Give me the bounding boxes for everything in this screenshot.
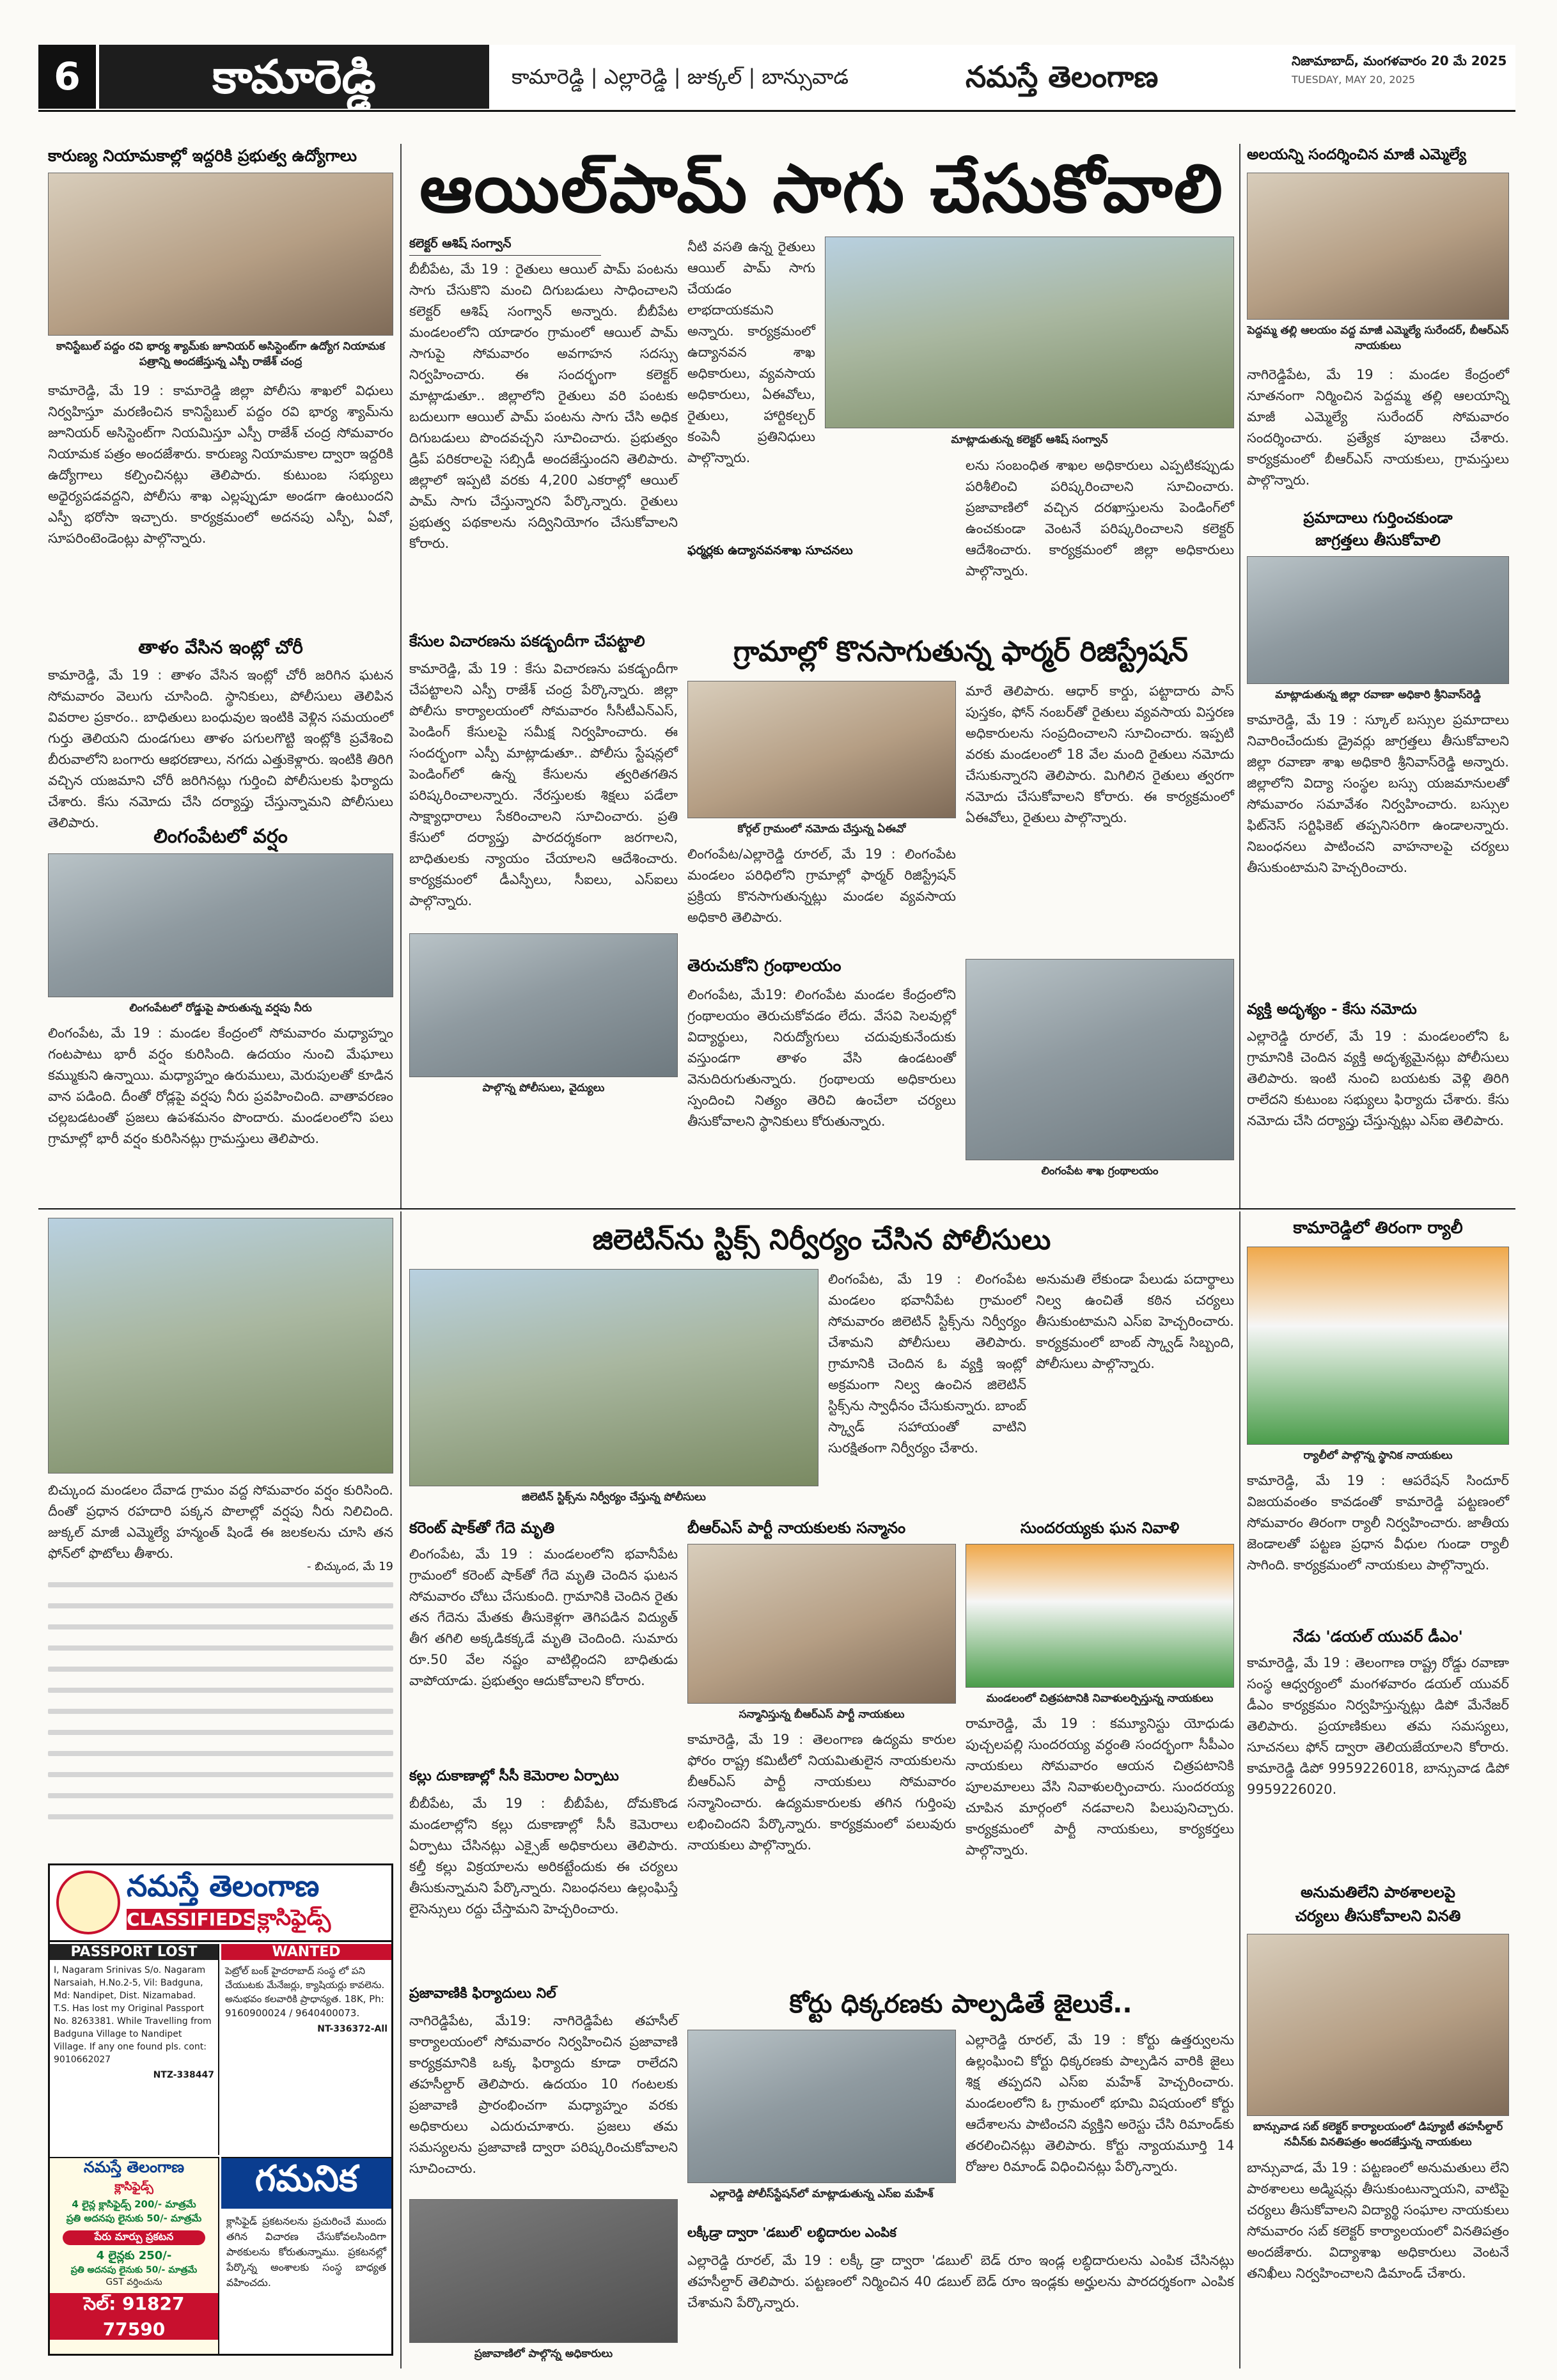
dateline (1292, 51, 1515, 102)
section-rule (38, 1208, 1515, 1209)
body-filler (48, 1582, 393, 1851)
headline-farmer-registry: గ్రామాల్లో కొనసాగుతున్న ఫార్మర్ రిజిస్ట్రేషన్ (733, 635, 1188, 668)
credit-field: - బిచ్కుంద, మే 19 (307, 1560, 393, 1573)
caption-library: లింగంపేట శాఖ గ్రంథాలయం (1041, 1165, 1159, 1178)
body-tribute: రామారెడ్డి, మే 19 : కమ్యూనిస్టు యోధుడు పుచ్చలపల్లి సుందరయ్య వర్ధంతి సందర్భంగా సీపీఎం నాయకులు సోమవారం ఆయన చిత్రపటానికి పూలమాలలు వేసి నివాళులర్పించారు. సుందరయ్య చూపిన మార్గంలో నడవాలని పిలుపునిచ్చారు. కార్యక్రమంలో పార్టీ నాయకులు, కార్యకర్తలు పాల్గొన్నారు. (966, 1716, 1234, 1858)
caption-brs: సన్మానిస్తున్న బీఆర్ఎస్ పార్టీ నాయకులు (739, 1708, 905, 1721)
headline-dial-your-dm: నేడు 'డయల్ యువర్ డీఎం' (1293, 1628, 1463, 1645)
headline-brs: బీఆర్ఎస్ పార్టీ నాయకులకు సన్మానం (687, 1519, 906, 1537)
photo-oilpalm (825, 237, 1234, 428)
column-rule (1239, 144, 1240, 1208)
classifieds-brand: నమస్తే తెలంగాణ (127, 1869, 320, 1903)
headline-tribute: సుందరయ్యకు ఘన నివాళి (1020, 1519, 1180, 1537)
headline-permission-b: చర్యలు తీసుకోవాలని వినతి (1295, 1907, 1461, 1925)
notice-ad (221, 2157, 391, 2354)
body-prajavani: నాగిరెడ్డిపేట, మే19: నాగిరెడ్డిపేట తహసీల్ కార్యాలయంలో సోమవారం నిర్వహించిన ప్రజావాణి కార్యక్రమానికి ఒక్క ఫిర్యాదు కూడా రాలేదని తహసీల్దార్ తెలిపారు. ఉదయం 10 గంటలకు ప్రజావాణి ప్రారంభించగా మధ్యాహ్నం వరకు అధికారులు ఎదురుచూశారు. ప్రజలు తమ సమస్యలను ప్రజావాణి ద్వారా పరిష్కరించుకోవాలని సూచించారు. (409, 2013, 678, 2176)
text-line (48, 1667, 393, 1672)
wanted-body: పెట్రోల్ బంక్ హైదరాబాద్ సంస్థ లో పని చేయుటకు మేనేజర్లు, క్యాషియర్లు కావలెను. అనుభవం కలవారికి ప్రాధాన్యత. 18K, Ph: 9160900024 / 9640400073. (225, 1965, 385, 2019)
photo-tiranga (1247, 1247, 1509, 1445)
photo-permission (1247, 1934, 1509, 2116)
body-gelatin-b: అనుమతి లేకుండా పేలుడు పదార్థాలు నిల్వ ఉంచితే కఠిన చర్యలు తీసుకుంటామని ఎస్ఐ హెచ్చరించారు. కార్యక్రమంలో బాంబ్ స్క్వాడ్ సిబ్బంది, పోలీసులు పాల్గొన్నారు. (1036, 1272, 1234, 1371)
body-brs: కామారెడ్డి, మే 19 : తెలంగాణ ఉద్యమ కారుల ఫోరం రాష్ట్ర కమిటీలో నియమితులైన నాయకులను బీఆర్ఎస్ పార్టీ నాయకులు సోమవారం సన్మానించారు. ఉద్యమకారులకు తగిన గుర్తింపు లభించిందని పేర్కొన్నారు. కార్యక్రమంలో పలువురు నాయకులు పాల్గొన్నారు. (687, 1732, 956, 1853)
text-line (48, 1730, 393, 1735)
body-farmer-registry-a: లింగంపేట/ఎల్లారెడ్డి రూరల్, మే 19 : లింగంపేట మండలం పరిధిలోని గ్రామాల్లో ఫార్మర్ రిజిస్ట్రేషన్ ప్రక్రియ కొనసాగుతున్నట్లు మండల వ్యవసాయ అధికారి తెలిపారు. (687, 846, 956, 925)
headline-tiranga: కామారెడ్డిలో తిరంగా ర్యాలీ (1293, 1218, 1463, 1238)
headline-cc-cameras: కల్లు దుకాణాల్లో సీసీ కెమెరాల ఏర్పాటు (409, 1768, 619, 1784)
column-rule (400, 144, 402, 1208)
text-line (48, 1688, 393, 1693)
photo-rain (48, 853, 393, 997)
caption-rain: లింగంపేటలో రోడ్డుపై పారుతున్న వర్షపు నీరు (129, 1002, 312, 1015)
photo-accidents (1247, 556, 1509, 684)
caption-gelatin: జిలెటిన్ స్టిక్స్‌ను నిర్వీర్యం చేస్తున్న పోలీసులు (522, 1491, 706, 1504)
promo-brand: నమస్తే తెలంగాణ (83, 2158, 185, 2176)
text-line (48, 1624, 393, 1629)
body-rain: లింగంపేట, మే 19 : మండల కేంద్రంలో సోమవారం మధ్యాహ్నం గంటపాటు భారీ వర్షం కురిసింది. ఉదయం నుంచి మేఘాలు కమ్ముకుని ఉన్నాయి. మధ్యాహ్నం ఉరుములు, మెరుపులతో కూడిన వాన పడింది. దీంతో రోడ్లపై వర్షపు నీరు ప్రవహించింది. వాతావరణం చల్లబడటంతో ప్రజలు ఉపశమనం పొందారు. మండలంలోని పలు గ్రామాల్లో భారీ వర్షం కురిసినట్లు గ్రామస్తులు తెలిపారు. (48, 1025, 393, 1146)
promo-phone: సెల్: 91827 77590 (50, 2293, 218, 2340)
headline-gelatin: జిలెటిన్‌ను స్టిక్స్ నిర్వీర్యం చేసిన పోలీసులు (592, 1224, 1051, 1256)
column-rule (1239, 1211, 1240, 2368)
subhead-oilpalm: ఫర్మర్లకు ఉద్యానవనశాఖ సూచనలు (687, 543, 853, 557)
photo-library (966, 959, 1234, 1160)
caption-tiranga: ర్యాలీలో పాల్గొన్న స్థానిక నాయకులు (1303, 1449, 1453, 1462)
photo-case-review (409, 933, 678, 1077)
caption-court: ఎల్లారెడ్డి పోలీస్‌స్టేషన్‌లో మాట్లాడుతున్న ఎస్ఐ మహేశ్ (710, 2188, 934, 2200)
date-telugu: నిజామాబాద్, మంగళవారం 20 మే 2025 (1292, 53, 1507, 68)
promo-gst: GST వర్తించును (106, 2277, 162, 2287)
caption-oilpalm: మాట్లాడుతున్న కలెక్టర్ ఆశిష్ సంగ్వాన్ (951, 433, 1108, 446)
edition-title: కామారెడ్డి (99, 45, 489, 109)
photo-visit (1247, 173, 1509, 320)
date-english: TUESDAY, MAY 20, 2025 (1292, 74, 1416, 86)
passport-ref: NTZ-338447 (153, 2070, 214, 2080)
body-theft: కామారెడ్డి, మే 19 : తాళం వేసిన ఇంట్లో చోరీ జరిగిన ఘటన సోమవారం వెలుగు చూసింది. స్థానికులు, పోలీసులు తెలిపిన వివరాల ప్రకారం.. బాధితులు బంధువుల ఇంటికి వెళ్లిన సమయంలో గుర్తు తెలియని దుండగులు తాళం పగులగొట్టి ఇంట్లోకి ప్రవేశించి బీరువాలోని బంగారు ఆభరణాలు, నగదు ఎత్తుకెళ్లారు. ఇంటికి తిరిగి వచ్చిన యజమాని చోరీ జరిగినట్లు గుర్తించి పోలీసులకు ఫిర్యాదు చేశారు. కేసు నమోదు చేసి దర్యాప్తు చేస్తున్నామని పోలీసులు తెలిపారు. (48, 667, 393, 830)
headline-court: కోర్టు ధిక్కరణకు పాల్పడితే జైలుకే.. (789, 1989, 1132, 2019)
headline-case-review: కేసుల విచారణను పకడ్బందీగా చేపట్టాలి (409, 632, 645, 650)
headline-oilpalm: ఆయిల్‌పామ్ సాగు చేసుకోవాలి (419, 149, 1224, 228)
headline-permission-a: అనుమతిలేని పాఠశాలలపై (1301, 1883, 1455, 1901)
text-line (48, 1751, 393, 1756)
byline-oilpalm: కలెక్టర్ ఆశిష్ సంగ్వాన్ (409, 237, 601, 256)
photo-farmer-registry (687, 681, 956, 818)
text-line (48, 1709, 393, 1714)
wanted-ad (221, 1944, 391, 2155)
passport-heading: PASSPORT LOST (50, 1944, 218, 1960)
body-karunya: కామారెడ్డి, మే 19 : కామారెడ్డి జిల్లా పోలీసు శాఖలో విధులు నిర్వహిస్తూ మరణించిన కానిస్టేబుల్ పద్దం రవి భార్య శ్యామ్‌ను జూనియర్ అసిస్టెంట్‌గా నియమిస్తూ ఎస్పీ రాజేశ్ చంద్ర సోమవారం నియామక పత్రం అందజేశారు. కారుణ్య నియామకాల ద్వారా ఇద్దరికి ఉద్యోగాలు కల్పించినట్లు తెలిపారు. కుటుంబ సభ్యులు అధైర్యపడవద్దని, పోలీసు శాఖ ఎల్లప్పుడూ అండగా ఉంటుందని ఎస్పీ భరోసా ఇచ్చారు. కార్యక్రమంలో అదనపు ఎస్పీ, ఏవో, సూపరింటెండెంట్లు పాల్గొన్నారు. (48, 383, 393, 546)
caption-case-review: పాల్గొన్న పోలీసులు, వైద్యులు (482, 1082, 605, 1094)
wanted-ref: NT-336372-All (317, 2024, 387, 2034)
text-line (48, 1814, 393, 1819)
promo-line3: ప్రతి అదనపు లైనుకు 50/- మాత్రమే (70, 2265, 198, 2275)
headline-library: తెరుచుకోని గ్రంథాలయం (687, 956, 841, 976)
body-farmer-registry-b: మారే తెలిపారు. ఆధార్ కార్డు, పట్టాదారు పాస్ పుస్తకం, ఫోన్ నంబర్‌తో రైతులు వ్యవసాయ విస్తరణ అధికారులను సంప్రదించాలని సూచించారు. ఇప్పటి వరకు మండలంలో 18 వేల మంది రైతులు నమోదు చేసుకున్నారని తెలిపారు. మిగిలిన రైతులు త్వరగా నమోదు చేసుకోవాలని కోరారు. ఈ కార్యక్రమంలో ఏఈవోలు, రైతులు పాల్గొన్నారు. (966, 683, 1234, 825)
headline-theft: తాళం వేసిన ఇంట్లో చోరీ (138, 637, 303, 658)
body-oilpalm-b: నీటి వసతి ఉన్న రైతులు ఆయిల్ పామ్ సాగు చేయడం లాభదాయకమని అన్నారు. కార్యక్రమంలో ఉద్యానవన శాఖ అధికారులు, వ్యవసాయ అధికారులు, ఏఈవోలు, రైతులు, హార్టికల్చర్ కంపెనీ ప్రతినిధులు పాల్గొన్నారు. (687, 239, 815, 465)
text-line (48, 1772, 393, 1777)
photo-gelatin (409, 1269, 818, 1486)
headline-accidents-a: ప్రమాదాలు గుర్తించకుండా (1303, 509, 1453, 527)
caption-prajavani: ప్రజావాణిలో పాల్గొన్న అధికారులు (474, 2347, 613, 2360)
promo-line1: 4 లైన్ల క్లాసిఫైడ్స్ 200/- మాత్రమే (72, 2198, 196, 2210)
classifieds-header (50, 1865, 391, 1942)
headline-rain: లింగంపేటలో వర్షం (153, 825, 288, 848)
text-line (48, 1582, 393, 1587)
promo-line2: ప్రతి అదనపు లైనుకు 50/- మాత్రమే (66, 2213, 202, 2224)
body-accidents: కామారెడ్డి, మే 19 : స్కూల్ బస్సుల ప్రమాదాలు నివారించేందుకు డ్రైవర్లు జాగ్రత్తలు తీసుకోవాలని జిల్లా రవాణా శాఖ అధికారి శ్రీనివాస్‌రెడ్డి అన్నారు. జిల్లాలోని విద్యా సంస్థల బస్సు యజమానులతో సోమవారం సమావేశం నిర్వహించారు. బస్సుల ఫిట్‌నెస్ సర్టిఫికెట్ తప్పనిసరిగా ఉండాలన్నారు. నిబంధనలు పాటించని వాహనాలపై చర్యలు తీసుకుంటామని హెచ్చరించారు. (1247, 712, 1509, 875)
passport-body: I, Nagaram Srinivas S/o. Nagaram Narsaiah, H.No.2-5, Vil: Badguna, Md: Nandipet, Dist. Nizamabad. T.S. Has lost my Original Passport No. 8263381. While Travelling from Badguna Village to Nandipet Village. If any one found pls. cont: 9010662027 (54, 1965, 212, 2065)
body-cc-cameras: బీబీపేట, మే 19 : బీబీపేట, దోమకొండ మండలాల్లోని కల్లు దుకాణాల్లో సీసీ కెమెరాలు ఏర్పాటు చేసినట్లు ఎక్సైజ్ అధికారులు తెలిపారు. కల్తీ కల్లు విక్రయాలను అరికట్టేందుకు ఈ చర్యలు తీసుకున్నామని పేర్కొన్నారు. నిబంధనలు ఉల్లంఘిస్తే లైసెన్సులు రద్దు చేస్తామని హెచ్చరించారు. (409, 1796, 678, 1917)
classifieds-title-en: CLASSIFIEDS (127, 1909, 256, 1930)
body-tiranga: కామారెడ్డి, మే 19 : ఆపరేషన్ సిందూర్ విజయవంతం కావడంతో కామారెడ్డి పట్టణంలో సోమవారం తిరంగా ర్యాలీ నిర్వహించారు. జాతీయ జెండాలతో పట్టణ ప్రధాన వీధుల గుండా ర్యాలీ సాగింది. కార్యక్రమంలో నాయకులు పాల్గొన్నారు. (1247, 1473, 1509, 1573)
passport-ad (50, 1944, 219, 2155)
classifieds-seal (56, 1871, 120, 1934)
body-oilpalm-c: లను సంబంధిత శాఖల అధికారులు ఎప్పటికప్పుడు పరిశీలించి పరిష్కరించాలని సూచించారు. ప్రజావాణిలో వచ్చిన దరఖాస్తులను పెండింగ్‌లో ఉంచకుండా వెంటనే పరిష్కరించాలని కలెక్టర్ ఆదేశించారు. కార్యక్రమంలో జిల్లా అధికారులు పాల్గొన్నారు. (966, 458, 1234, 579)
paper-name: నమస్తే తెలంగాణ (966, 59, 1159, 94)
caption-tribute: మండలంలో చిత్రపటానికి నివాళులర్పిస్తున్న నాయకులు (986, 1692, 1214, 1705)
body-court: ఎల్లారెడ్డి రూరల్, మే 19 : కోర్టు ఉత్తర్వులను ఉల్లంఘించి కోర్టు ధిక్కరణకు పాల్పడిన వారికి జైలు శిక్ష తప్పదని ఎస్ఐ మహేశ్ హెచ్చరించారు. మండలంలోని ఓ గ్రామంలో భూమి విషయంలో కోర్టు ఆదేశాలను పాటించని వ్యక్తిని అరెస్టు చేసి రిమాండ్‌కు తరలించినట్లు తెలిపారు. కోర్టు న్యాయమూర్తి 14 రోజుల రిమాండ్ విధించినట్లు పేర్కొన్నారు. (966, 2032, 1234, 2174)
promo-sub: క్లాసిఫైడ్స్ (114, 2180, 153, 2193)
column-rule (400, 1211, 402, 2368)
caption-farmer-registry: కోర్గల్ గ్రామంలో నమోదు చేస్తున్న ఏఈవో (737, 823, 906, 836)
edition-towns: కామారెడ్డి | ఎల్లారెడ్డి | జుక్కల్ | బాన్సువాడ (512, 65, 849, 89)
notice-heading: గమనిక (221, 2158, 391, 2209)
text-line (48, 1793, 393, 1798)
caption-karunya: కానిస్టేబుల్ పద్దం రవి భార్య శ్యామ్‌కు జూనియర్ అసిస్టెంట్‌గా ఉద్యోగ నియామక పత్రాన్ని అందజేస్తున్న ఎస్పీ రాజేశ్ చంద్ర (56, 340, 386, 368)
headline-missing: వ్యక్తి అదృశ్యం - కేసు నమోదు (1247, 1001, 1417, 1018)
body-missing: ఎల్లారెడ్డి రూరల్, మే 19 : మండలంలోని ఓ గ్రామానికి చెందిన వ్యక్తి అదృశ్యమైనట్లు పోలీసులు తెలిపారు. ఇంటి నుంచి బయటకు వెళ్లి తిరిగి రాలేదని కుటుంబ సభ్యులు ఫిర్యాదు చేశారు. కేసు నమోదు చేసి దర్యాప్తు చేస్తున్నట్లు ఎస్ఐ తెలిపారు. (1247, 1029, 1509, 1128)
headline-lucky-draw: లక్కీడ్రా ద్వారా 'డబుల్' లబ్ధిదారుల ఎంపిక (687, 2225, 896, 2240)
wanted-heading: WANTED (221, 1944, 391, 1960)
photo-brs (687, 1544, 956, 1704)
caption-field: బిచ్కుంద మండలం దేవాడ గ్రామం వద్ద సోమవారం వర్షం కురిసింది. దీంతో ప్రధాన రహదారి పక్కన పొలాల్లో వర్షపు నీరు నిలిచింది. జుక్కల్ మాజీ ఎమ్మెల్యే హన్మంత్ షిండే ఈ జలకలను చూసి తన ఫోన్‌లో ఫొటోలు తీశారు. (48, 1482, 393, 1561)
body-dial-your-dm: కామారెడ్డి, మే 19 : తెలంగాణ రాష్ట్ర రోడ్డు రవాణా సంస్థ ఆధ్వర్యంలో మంగళవారం డయల్ యువర్ డీఎం కార్యక్రమం నిర్వహిస్తున్నట్లు డిపో మేనేజర్ తెలిపారు. ప్రయాణికులు తమ సమస్యలు, సూచనలు ఫోన్ ద్వారా తెలియజేయాలని కోరారు. కామారెడ్డి డిపో 9959226018, బాన్సువాడ డిపో 9959226020. (1247, 1655, 1509, 1797)
classifieds-title-te: క్లాసిఫైడ్స్ (258, 1905, 331, 1931)
promo-price: 4 లైన్లకు 250/- (96, 2249, 172, 2262)
headline-prajavani: ప్రజావాణికి ఫిర్యాదులు నిల్ (409, 1986, 556, 2002)
body-oilpalm-a: బీబీపేట, మే 19 : రైతులు ఆయిల్ పామ్ పంటను సాగు చేసుకొని మంచి దిగుబడులు సాధించాలని కలెక్టర్ ఆశిష్ సంగ్వాన్ అన్నారు. బీబీపేట మండలంలోని యాడారం గ్రామంలో ఆయిల్ పామ్ సాగుపై సోమవారం అవగాహన సదస్సు నిర్వహించారు. ఈ సందర్భంగా కలెక్టర్ మాట్లాడుతూ.. జిల్లాలోని రైతులు వరి పంటకు బదులుగా ఆయిల్ పామ్ పంటను సాగు చేసి అధిక దిగుబడులు పొందవచ్చని సూచించారు. ప్రభుత్వం డ్రిప్ పరికరాలపై సబ్సిడీ అందజేస్తుందని తెలిపారు. జిల్లాలో ఇప్పటి వరకు 4,200 ఎకరాల్లో ఆయిల్ పామ్ సాగు చేస్తున్నారని పేర్కొన్నారు. రైతులు ప్రభుత్వ పథకాలను సద్వినియోగం చేసుకోవాలని కోరారు. (409, 261, 678, 551)
text-line (48, 1603, 393, 1608)
classifieds-box (48, 1863, 393, 2356)
notice-body: క్లాసిఫైడ్ ప్రకటనలను ప్రచురించే ముందు తగిన విచారణ చేసుకోవలసిందిగా పాఠకులను కోరుతున్నాము. ప్రకటనల్లో పేర్కొన్న అంశాలకు సంస్థ బాధ్యత వహించదు. (226, 2215, 386, 2289)
body-visit: నాగిరెడ్డిపేట, మే 19 : మండల కేంద్రంలో నూతనంగా నిర్మించిన పెద్దమ్మ తల్లి ఆలయాన్ని మాజీ ఎమ్మెల్యే సురేందర్ సోమవారం సందర్శించారు. ప్రత్యేక పూజలు చేశారు. కార్యక్రమంలో బీఆర్ఎస్ నాయకులు, గ్రామస్తులు పాల్గొన్నారు. (1247, 367, 1509, 488)
masthead (38, 45, 1515, 109)
photo-tribute (966, 1544, 1234, 1688)
headline-current-shock: కరెంట్ షాక్‌తో గేదె మృతి (409, 1519, 555, 1537)
body-permission: బాన్సువాడ, మే 19 : పట్టణంలో అనుమతులు లేని పాఠశాలలు అడ్మిషన్లు తీసుకుంటున్నాయని, వాటిపై చర్యలు తీసుకోవాలని విద్యార్థి సంఘాల నాయకులు సోమవారం సబ్ కలెక్టర్ కార్యాలయంలో వినతిపత్రం అందజేశారు. విద్యాశాఖ అధికారులు వెంటనే తనిఖీలు నిర్వహించాలని డిమాండ్ చేశారు. (1247, 2160, 1509, 2281)
body-case-review: కామారెడ్డి, మే 19 : కేసు విచారణను పకడ్బందీగా చేపట్టాలని ఎస్పీ రాజేశ్ చంద్ర పేర్కొన్నారు. జిల్లా పోలీసు కార్యాలయంలో సోమవారం సీసీటీఎన్ఎస్, పెండింగ్ కేసులపై సమీక్ష నిర్వహించారు. ఈ సందర్భంగా ఎస్పీ మాట్లాడుతూ.. పోలీసు స్టేషన్లలో పెండింగ్‌లో ఉన్న కేసులను త్వరితగతిన పరిష్కరించాలన్నారు. నేరస్తులకు శిక్షలు పడేలా సాక్ష్యాధారాలు సేకరించాలని సూచించారు. ప్రతి కేసులో దర్యాప్తు పారదర్శకంగా జరగాలని, బాధితులకు న్యాయం చేయాలని ఆదేశించారు. కార్యక్రమంలో డీఎస్పీలు, సీఐలు, ఎస్ఐలు పాల్గొన్నారు. (409, 661, 678, 908)
photo-court (687, 2030, 956, 2183)
promo-circle: పేరు మార్పు ప్రకటన (63, 2230, 205, 2245)
photo-karunya (48, 173, 393, 336)
photo-prajavani (409, 2199, 678, 2343)
page-number: 6 (38, 45, 96, 109)
classifieds-promo (50, 2157, 219, 2354)
headline-accidents-b: జాగ్రత్తలు తీసుకోవాలి (1315, 531, 1441, 549)
caption-accidents: మాట్లాడుతున్న జిల్లా రవాణా అధికారి శ్రీనివాస్‌రెడ్డి (1275, 688, 1481, 701)
body-lucky-draw: ఎల్లారెడ్డి రూరల్, మే 19 : లక్కీ డ్రా ద్వారా 'డబుల్' బెడ్ రూం ఇండ్ల లబ్ధిదారులను ఎంపిక చేసినట్లు తహసీల్దార్ తెలిపారు. పట్టణంలో నిర్మించిన 40 డబుల్ బెడ్ రూం ఇండ్లకు అర్హులను పారదర్శకంగా ఎంపిక చేశామని పేర్కొన్నారు. (687, 2253, 1234, 2310)
text-line (48, 1645, 393, 1651)
caption-permission: బాన్సువాడ సబ్ కలెక్టర్ కార్యాలయంలో డిప్యూటీ తహసీల్దార్ నవీన్‌కు వినతిపత్రం అందజేస్తున్న నాయకులు (1253, 2120, 1503, 2149)
headline-visit: అలయన్ని సందర్శించిన మాజీ ఎమ్మెల్యే (1247, 146, 1467, 163)
body-current-shock: లింగంపేట, మే 19 : మండలంలోని భవానీపేట గ్రామంలో కరెంట్ షాక్‌తో గేదె మృతి చెందిన ఘటన సోమవారం చోటు చేసుకుంది. గ్రామానికి చెందిన రైతు తన గేదెను మేతకు తీసుకెళ్లగా తెగిపడిన విద్యుత్ తీగ తగిలి అక్కడికక్కడే మృతి చెందింది. సుమారు రూ.50 వేల నష్టం వాటిల్లిందని బాధితుడు వాపోయాడు. ప్రభుత్వం ఆదుకోవాలని కోరారు. (409, 1546, 678, 1688)
body-library: లింగంపేట, మే19: లింగంపేట మండల కేంద్రంలోని గ్రంథాలయం తెరుచుకోవడం లేదు. వేసవి సెలవుల్లో విద్యార్థులు, నిరుద్యోగులు చదువుకునేందుకు వస్తుండగా తాళం వేసి ఉండటంతో వెనుదిరుగుతున్నారు. గ్రంథాలయ అధికారులు స్పందించి నిత్యం తెరిచి ఉంచేలా చర్యలు తీసుకోవాలని స్థానికులు కోరుతున్నారు. (687, 987, 956, 1129)
body-gelatin-a: లింగంపేట, మే 19 : లింగంపేట మండలం భవానీపేట గ్రామంలో సోమవారం జిలెటిన్ స్టిక్స్‌ను నిర్వీర్యం చేశామని పోలీసులు తెలిపారు. గ్రామానికి చెందిన ఓ వ్యక్తి ఇంట్లో అక్రమంగా నిల్వ ఉంచిన జిలెటిన్ స్టిక్స్‌ను స్వాధీనం చేసుకున్నారు. బాంబ్ స్క్వాడ్ సహాయంతో వాటిని సురక్షితంగా నిర్వీర్యం చేశారు. (828, 1272, 1026, 1456)
caption-visit: పెద్దమ్మ తల్లి ఆలయం వద్ద మాజీ ఎమ్మెల్యే సురేందర్, బీఆర్ఎస్ నాయకులు (1247, 324, 1509, 352)
photo-field (48, 1218, 393, 1474)
headline-karunya: కారుణ్య నియామకాల్లో ఇద్దరికి ప్రభుత్వ ఉద్యోగాలు (48, 146, 357, 165)
masthead-rule (38, 110, 1515, 112)
